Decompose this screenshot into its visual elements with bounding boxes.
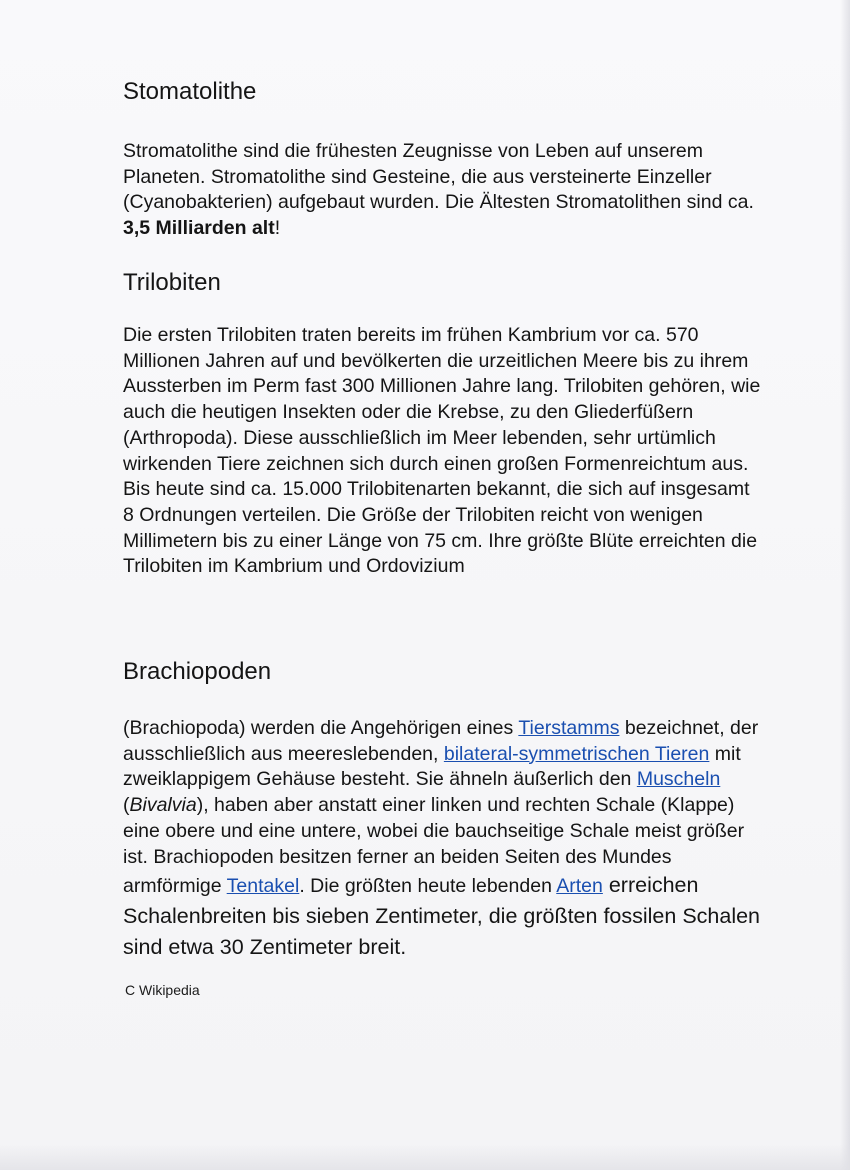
stromatolithe-text: Stromatolithe sind die frühesten Zeugnisse von Leben auf unserem Planeten. Stromatolithe sind Gesteine, die aus versteinerte Einzeller (Cyanobakterien) aufgebaut wurden. Die Ältesten Stromatolithen sind ca.: [123, 140, 754, 214]
section-title-trilobiten: Trilobiten: [123, 269, 221, 296]
scan-edge-bottom: [0, 1144, 850, 1170]
brachiopoden-text-6: . Die größten heute lebenden: [299, 875, 557, 898]
link-tierstamms[interactable]: Tierstamms: [518, 717, 620, 739]
brachiopoden-italic-bivalvia: Bivalvia: [129, 794, 197, 817]
scan-edge-right: [840, 0, 850, 1170]
section-title-brachiopoden: Brachiopoden: [123, 658, 272, 685]
link-bilateral-symmetrischen-tieren[interactable]: bilateral-symmetrischen Tieren: [443, 742, 710, 765]
stromatolithe-exclamation: !: [274, 217, 281, 240]
brachiopoden-text-5: ), haben aber anstatt einer linken und rechten Schale (Klappe) eine obere und eine untere, wobei die bauchseitige Schale meist größer ist. Brachiopoden besitzen ferner an beiden Seiten des Mundes armförmige: [123, 794, 745, 898]
stromatolithe-age-bold: 3,5 Milliarden alt: [123, 217, 275, 240]
link-muscheln[interactable]: Muscheln: [636, 768, 721, 791]
source-credit: C Wikipedia: [125, 982, 200, 998]
section-body-stromatolithe: [123, 139, 763, 242]
link-tentakel[interactable]: Tentakel: [226, 875, 300, 898]
link-arten[interactable]: Arten: [556, 875, 603, 898]
brachiopoden-text-2: bezeichnet, der ausschließlich aus meereslebenden,: [123, 717, 759, 765]
section-body-brachiopoden: [123, 716, 763, 963]
brachiopoden-text-1: (Brachiopoda) werden die Angehörigen eines: [123, 717, 519, 739]
brachiopoden-text-7-large: erreichen Schalenbreiten bis sieben Zentimeter, die größten fossilen Schalen sind etwa 30 Zentimeter breit.: [123, 873, 761, 960]
section-title-stromatolithe: Stomatolithe: [123, 78, 257, 105]
section-body-trilobiten: Die ersten Trilobiten traten bereits im frühen Kambrium vor ca. 570 Millionen Jahren auf und bevölkerten die urzeitlichen Meere bis zu ihrem Aussterben im Perm fast 300 Millionen Jahre lang. Trilobiten gehören, wie auch die heutigen Insekten oder die Krebse, zu den Gliederfüßern (Arthropoda). Diese ausschließlich im Meer lebenden, sehr urtümlich wirkenden Tiere zeichnen sich durch einen großen Formenreichtum aus. Bis heute sind ca. 15.000 Trilobitenarten bekannt, die sich auf insgesamt 8 Ordnungen verteilen. Die Größe der Trilobiten reicht von wenigen Millimetern bis zu einer Länge von 75 cm. Ihre größte Blüte erreichten die Trilobiten im Kambrium und Ordovizium: [123, 324, 761, 578]
brachiopoden-text-3: mit zweiklappigem Gehäuse besteht. Sie ähneln äußerlich den: [123, 742, 741, 791]
brachiopoden-text-4: (: [123, 794, 130, 817]
